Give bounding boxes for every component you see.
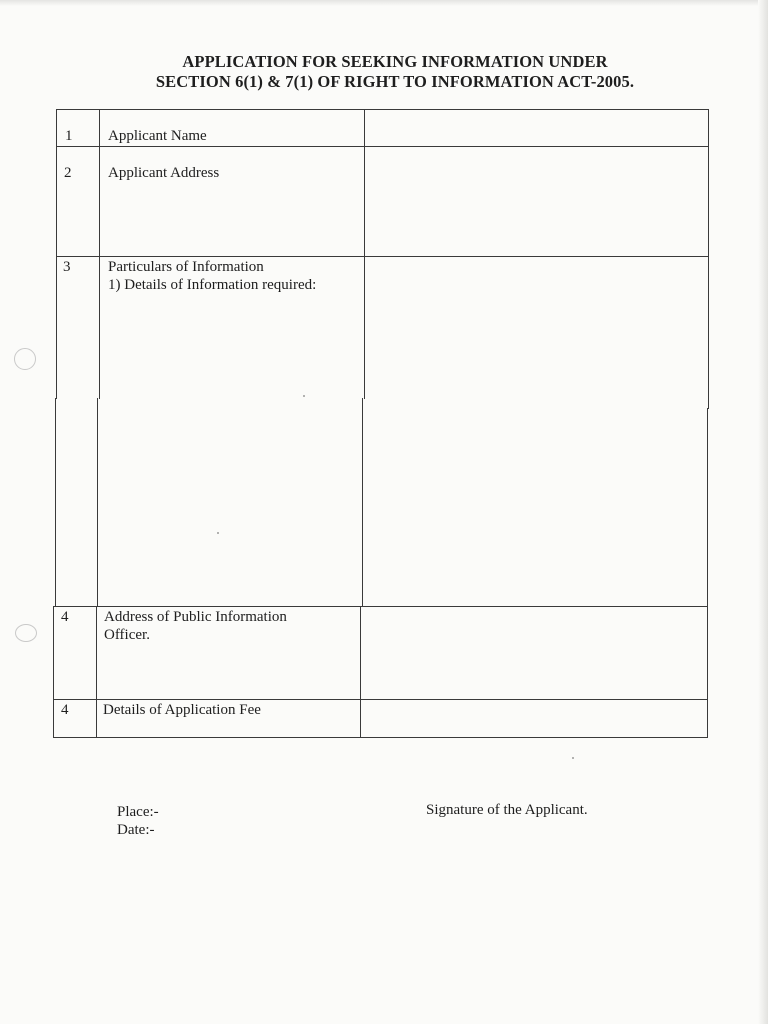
table-rule	[96, 606, 97, 738]
table-rule	[57, 146, 709, 147]
row-label-applicant-address: Applicant Address	[108, 165, 220, 181]
table-rule	[57, 109, 709, 110]
row-label-pio-address: Address of Public Information	[104, 609, 287, 625]
place-label: Place:-	[117, 804, 159, 820]
table-rule	[707, 408, 708, 738]
scan-edge-top	[0, 0, 768, 6]
table-rule	[360, 606, 361, 738]
scan-speck	[303, 395, 305, 397]
table-rule	[362, 398, 363, 606]
table-rule	[56, 256, 708, 257]
scan-edge-right	[758, 0, 768, 1024]
table-rule	[56, 109, 57, 399]
table-rule	[708, 109, 709, 409]
title-line-2: SECTION 6(1) & 7(1) OF RIGHT TO INFORMATION ACT-2005.	[155, 72, 635, 91]
row-label-particulars: Particulars of Information	[108, 259, 264, 275]
scan-speck	[217, 532, 219, 534]
answer-field-applicant-address[interactable]	[366, 148, 706, 254]
table-rule	[99, 109, 100, 399]
row-label-pio-address-cont: Officer.	[104, 627, 150, 643]
row-label-details-required: 1) Details of Information required:	[108, 277, 317, 293]
row-number: 3	[63, 259, 71, 275]
signature-label: Signature of the Applicant.	[426, 802, 588, 818]
row-number: 4	[61, 609, 69, 625]
row-number: 4	[61, 702, 69, 718]
table-rule	[54, 606, 707, 607]
punch-hole-mark	[14, 348, 36, 370]
answer-field-information-details[interactable]	[364, 258, 706, 604]
punch-hole-mark	[15, 624, 37, 642]
table-rule	[53, 737, 707, 738]
row-number: 1	[65, 128, 73, 144]
scan-speck	[572, 757, 574, 759]
answer-field-pio-address[interactable]	[362, 608, 706, 698]
row-number: 2	[64, 165, 72, 181]
answer-field-applicant-name[interactable]	[366, 111, 706, 145]
date-label: Date:-	[117, 822, 155, 838]
table-rule	[97, 398, 98, 606]
table-rule	[53, 699, 707, 700]
table-rule	[55, 398, 56, 606]
table-rule	[53, 606, 54, 738]
answer-field-application-fee[interactable]	[362, 701, 706, 736]
row-label-application-fee: Details of Application Fee	[103, 702, 261, 718]
page-title	[0, 52, 768, 92]
row-label-applicant-name: Applicant Name	[108, 128, 207, 144]
title-line-1: APPLICATION FOR SEEKING INFORMATION UNDER	[182, 52, 608, 71]
